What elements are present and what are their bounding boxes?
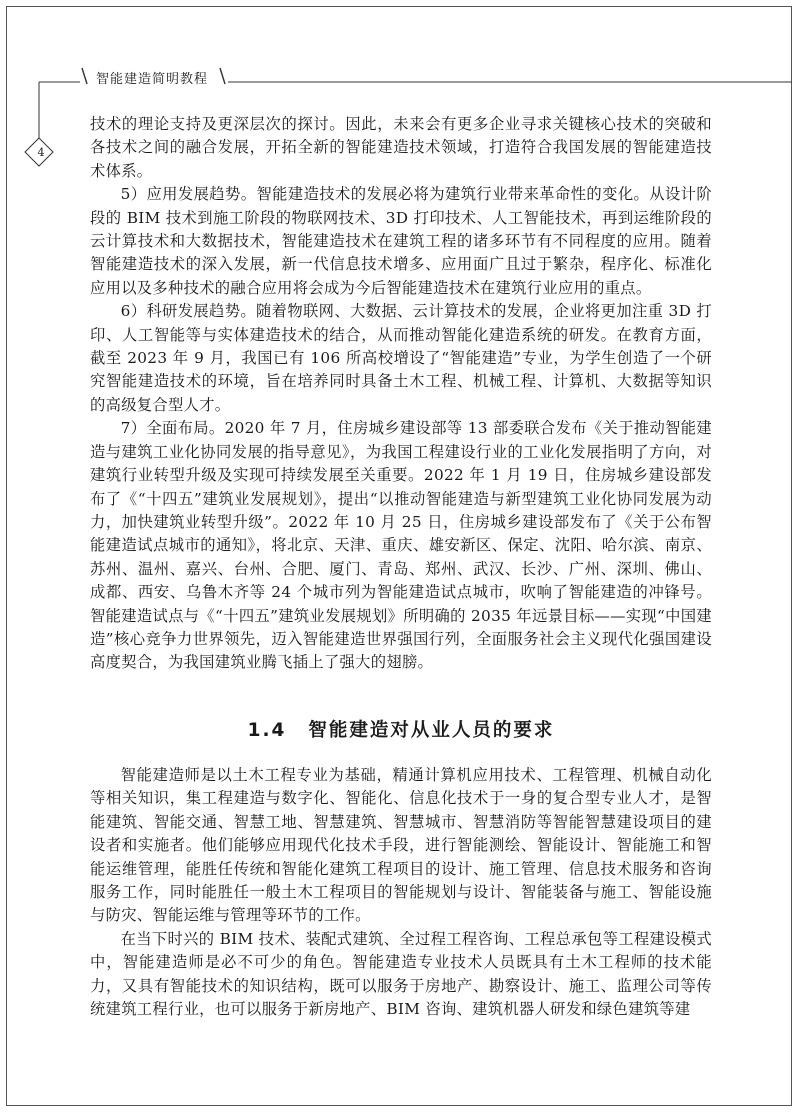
page-number: 4 xyxy=(37,146,45,159)
paragraph-application-trend: 5）应用发展趋势。智能建造技术的发展必将为建筑行业带来革命性的变化。从设计阶段的 BIM 技术到施工阶段的物联网技术、3D 打印技术、人工智能技术，再到运维阶段的云计算技术和大数据技术，智能建造技术在建筑工程的诸多环节有不同程度的应用。随着智能建造技术的深入发展，新一代信息技术增多、应用面广且过于繁杂，程序化、标准化应用以及多种技术的融合应用将会成为今后智能建造技术在建筑行业应用的重点。 xyxy=(90,185,712,297)
header-slash-left xyxy=(82,68,87,84)
section-number: 1.4 xyxy=(247,720,287,741)
section-title: 智能建造对从业人员的要求 xyxy=(308,720,555,741)
paragraph-current-modes: 在当下时兴的 BIM 技术、装配式建筑、全过程工程咨询、工程总承包等工程建设模式中，智能建造师是必不可少的角色。智能建造专业技术人员既具有土木工程师的技术能力，又具有智能技术的知识结构，既可以服务于房地产、勘察设计、施工、监理公司等传统建筑工程行业，也可以服务于新房地产、BIM 咨询、建筑机器人研发和绿色建筑等建 xyxy=(90,929,712,1019)
header-slash-right xyxy=(220,68,225,84)
paragraph-intelligent-builder: 智能建造师是以土木工程专业为基础，精通计算机应用技术、工程管理、机械自动化等相关知识，集工程建造与数字化、智能化、信息化技术于一身的复合型专业人才，是智能建筑、智能交通、智慧工地、智慧建筑、智慧城市、智慧消防等智能智慧建设项目的建设者和实施者。他们能够应用现代化技术手段，进行智能测绘、智能设计、智能施工和智能运维管理，能胜任传统和智能化建筑工程项目的设计、施工管理、信息技术服务和咨询服务工作，同时能胜任一般土木工程项目的智能规划与设计、智能装备与施工、智能设施与防灾、智能运维与管理等环节的工作。 xyxy=(90,766,712,925)
page-header xyxy=(0,0,800,100)
body-text-top xyxy=(90,113,712,675)
paragraph-research-trend: 6）科研发展趋势。随着物联网、大数据、云计算技术的发展，企业将更加注重 3D 打印、人工智能等与实体建造技术的结合，从而推动智能化建造系统的研发。在教育方面，截至 2023 年 9 月，我国已有 106 所高校增设了“智能建造”专业，为学生创造了一个研究智能建造技术的环境，旨在培养同时具备土木工程、机械工程、计算机、大数据等知识的高级复合型人才。 xyxy=(90,302,712,414)
paragraph-continuation: 技术的理论支持及更深层次的探讨。因此，未来会有更多企业寻求关键核心技术的突破和各技术之间的融合发展，开拓全新的智能建造技术领域，打造符合我国发展的智能建造技术体系。 xyxy=(90,115,712,180)
section-heading xyxy=(90,716,712,742)
running-title: 智能建造简明教程 xyxy=(96,72,209,87)
body-text-bottom xyxy=(90,764,712,1021)
paragraph-overall-layout: 7）全面布局。2020 年 7 月，住房城乡建设部等 13 部委联合发布《关于推动智能建造与建筑工业化协同发展的指导意见》，为我国工程建设行业的工业化发展指明了方向，对建筑行业转型升级及实现可持续发展至关重要。2022 年 1 月 19 日，住房城乡建设部发布了《“十四五”建筑业发展规划》，提出“以推动智能建造与新型建筑工业化协同发展为动力，加快建筑业转型升级”。2022 年 10 月 25 日，住房城乡建设部发布了《关于公布智能建造试点城市的通知》，将北京、天津、重庆、雄安新区、保定、沈阳、哈尔滨、南京、苏州、温州、嘉兴、台州、合肥、厦门、青岛、郑州、武汉、长沙、广州、深圳、佛山、成都、西安、乌鲁木齐等 24 个城市列为智能建造试点城市，吹响了智能建造的冲锋号。智能建造试点与《“十四五”建筑业发展规划》所明确的 2035 年远景目标——实现“中国建造”核心竞争力世界领先，迈入智能建造世界强国行列，全面服务社会主义现代化强国建设高度契合，为我国建筑业腾飞插上了强大的翅膀。 xyxy=(90,419,712,672)
